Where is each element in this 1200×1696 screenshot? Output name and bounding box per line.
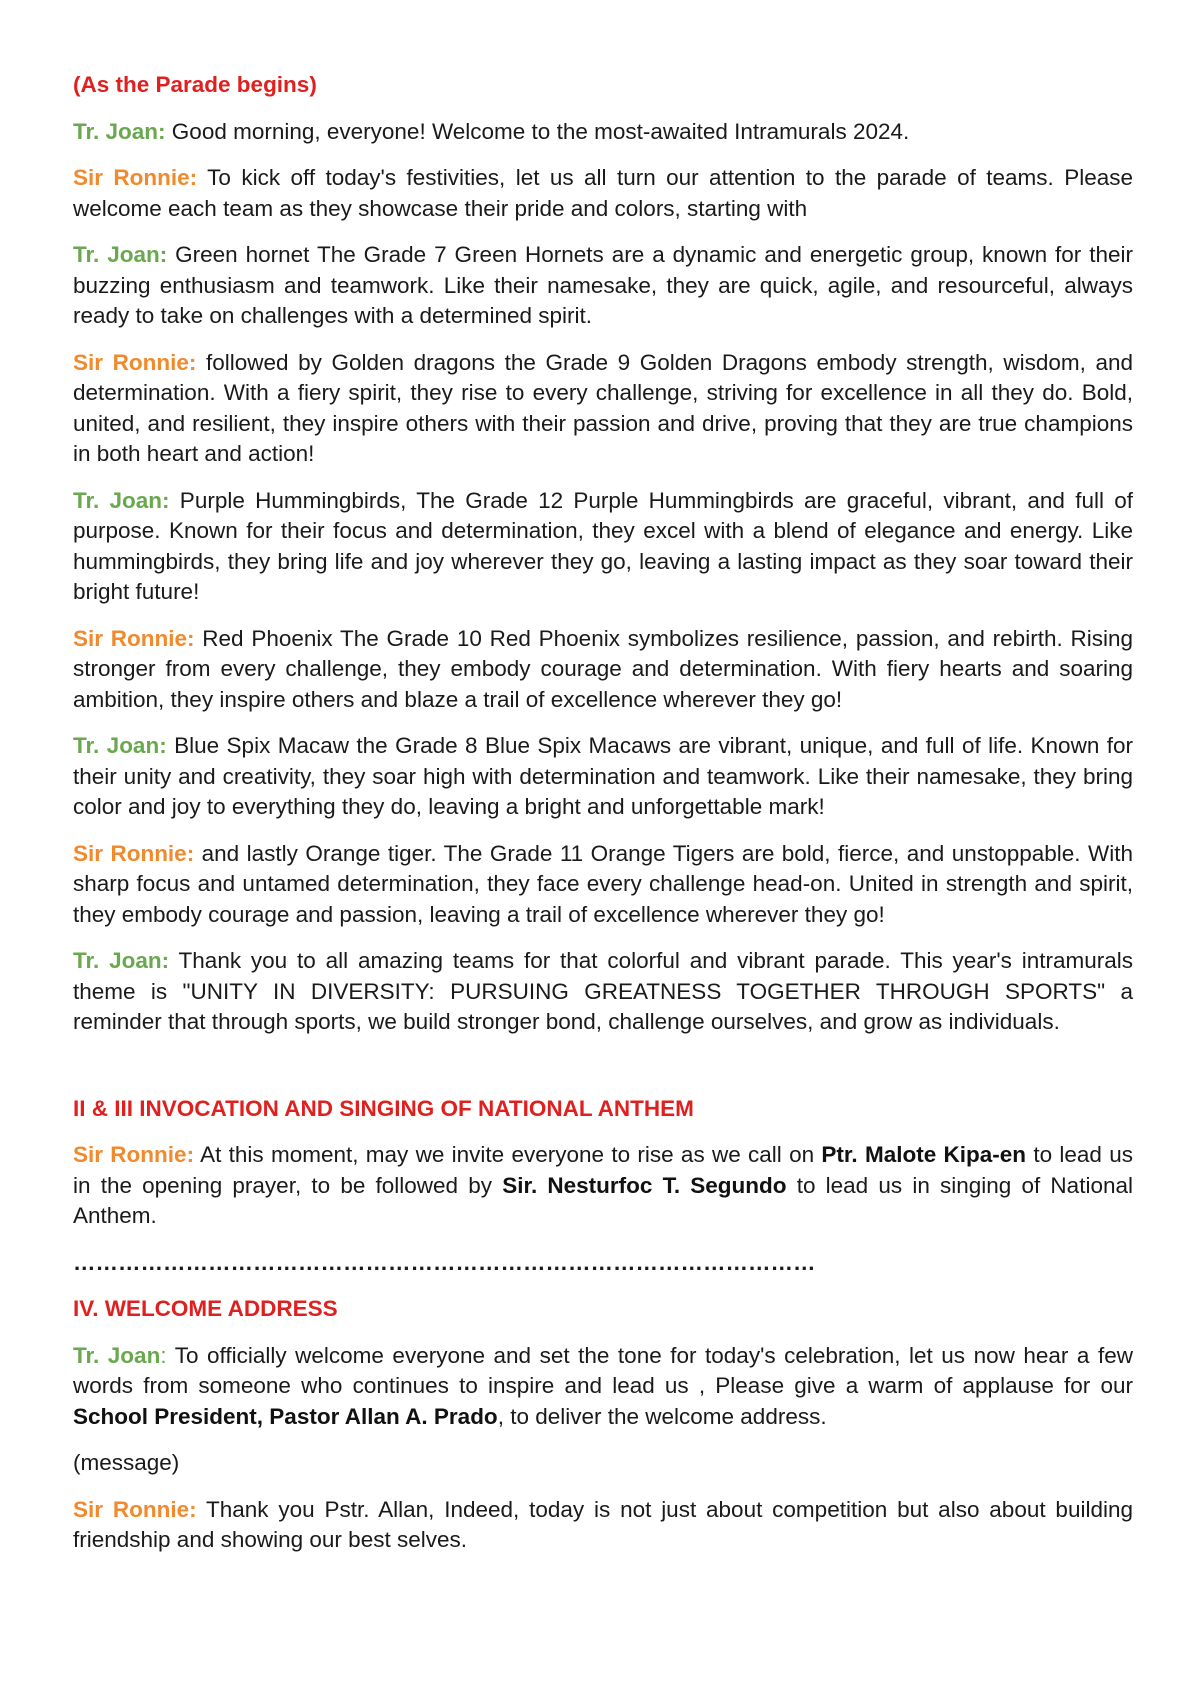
speaker-ronnie: Sir Ronnie: (73, 625, 195, 651)
message-placeholder: (message) (73, 1450, 180, 1475)
speaker-joan: Tr. Joan: (73, 733, 167, 758)
school-president-name: School President, Pastor Allan A. Prado (73, 1403, 498, 1429)
dialogue-text: Blue Spix Macaw the Grade 8 Blue Spix Macaws are vibrant, unique, and full of life. Known for their unity and creativity, they soar high with determination and teamwork. Like their namesake, they bring color and joy to everything they do, leaving a bright and unforgettable mark! (73, 733, 1133, 819)
speaker-joan: Tr. Joan: (73, 487, 170, 513)
speaker-joan: Tr. Joan: (73, 242, 168, 267)
dialogue-line (73, 946, 1133, 1038)
speaker-ronnie: Sir Ronnie: (73, 1142, 195, 1167)
dialogue-text: To kick off today's festivities, let us all turn our attention to the parade of teams. Please welcome each team as they showcase their pride and colors, starting with (73, 165, 1133, 221)
speaker-ronnie: Sir Ronnie: (73, 840, 195, 866)
invocation-paragraph: Sir Ronnie: At this moment, may we invite everyone to rise as we call on Ptr. Malote Kipa-en to lead us in the opening prayer, to be followed by Sir. Nesturfoc T. Segundo to lead us in singing of National Anthem. (73, 1142, 1133, 1228)
speaker-joan: Tr. Joan: (73, 118, 166, 144)
welcome-heading: IV. WELCOME ADDRESS (73, 1296, 338, 1321)
dialogue-line (73, 486, 1133, 608)
dialogue-text: Thank you to all amazing teams for that colorful and vibrant parade. This year's intramurals theme is "UNITY IN DIVERSITY: PURSUING GREATNESS TOGETHER THROUGH SPORTS" a reminder that through sports, we build stronger bond, challenge ourselves, and grow as individuals. (73, 948, 1133, 1034)
parade-heading: (As the Parade begins) (73, 72, 317, 97)
divider-dots: ……………………………………………………………………………………… (73, 1249, 816, 1275)
dialogue-text: and lastly Orange tiger. The Grade 11 Orange Tigers are bold, fierce, and unstoppable. With sharp focus and untamed determination, they face every challenge head-on. United in strength and spirit, they embody courage and passion, leaving a trail of excellence wherever they go! (73, 840, 1133, 927)
dialogue-line (73, 163, 1133, 224)
dialogue-text: Red Phoenix The Grade 10 Red Phoenix symbolizes resilience, passion, and rebirth. Rising stronger from every challenge, they embody courage and determination. With fiery hearts and soaring ambition, they inspire others and blaze a trail of excellence wherever they go! (73, 625, 1133, 712)
dialogue-line (73, 839, 1133, 931)
speaker-ronnie: Sir Ronnie: (73, 349, 197, 375)
dialogue-line (73, 348, 1133, 470)
speaker-ronnie: Sir Ronnie: (73, 1496, 197, 1522)
closing-paragraph: Sir Ronnie: Thank you Pstr. Allan, Indeed, today is not just about competition but also about building friendship and showing our best selves. (73, 1496, 1133, 1552)
dialogue-line (73, 117, 1133, 148)
document-page (73, 70, 1133, 1572)
dialogue-text: followed by Golden dragons the Grade 9 Golden Dragons embody strength, wisdom, and determination. With a fiery spirit, they rise to every challenge, striving for excellence in all they do. Bold, united, and resilient, they inspire others with their passion and drive, proving that they are true champions in both heart and action! (73, 349, 1133, 466)
dialogue-text: Purple Hummingbirds, The Grade 12 Purple Hummingbirds are graceful, vibrant, and full of purpose. Known for their focus and determination, they excel with a blend of elegance and energy. Like hummingbirds, they bring life and joy wherever they go, leaving a lasting impact as they soar toward their bright future! (73, 487, 1133, 604)
dialogue-text: Green hornet The Grade 7 Green Hornets are a dynamic and energetic group, known for their buzzing enthusiasm and teamwork. Like their namesake, they are quick, agile, and resourceful, always ready to take on challenges with a determined spirit. (73, 242, 1133, 328)
dialogue-line (73, 240, 1133, 332)
dialogue-lines (73, 117, 1133, 1038)
speaker-ronnie: Sir Ronnie: (73, 165, 198, 190)
invocation-heading: II & III INVOCATION AND SINGING OF NATIONAL ANTHEM (73, 1095, 694, 1121)
spacer (73, 1054, 1133, 1094)
prayer-leader-name: Ptr. Malote Kipa-en (821, 1142, 1027, 1167)
dialogue-text: Good morning, everyone! Welcome to the most-awaited Intramurals 2024. (165, 118, 910, 144)
speaker-joan: Tr. Joan: (73, 948, 170, 973)
welcome-paragraph: Tr. Joan: To officially welcome everyone and set the tone for today's celebration, let us now hear a few words from someone who continues to inspire and lead us , Please give a warm of applause for our School President, Pastor Allan A. Prado, to deliver the welcome address. (73, 1342, 1133, 1429)
dialogue-line (73, 731, 1133, 823)
speaker-joan: Tr. Joan: (73, 1342, 167, 1368)
dialogue-line (73, 624, 1133, 716)
anthem-leader-name: Sir. Nesturfoc T. Segundo (502, 1172, 787, 1198)
